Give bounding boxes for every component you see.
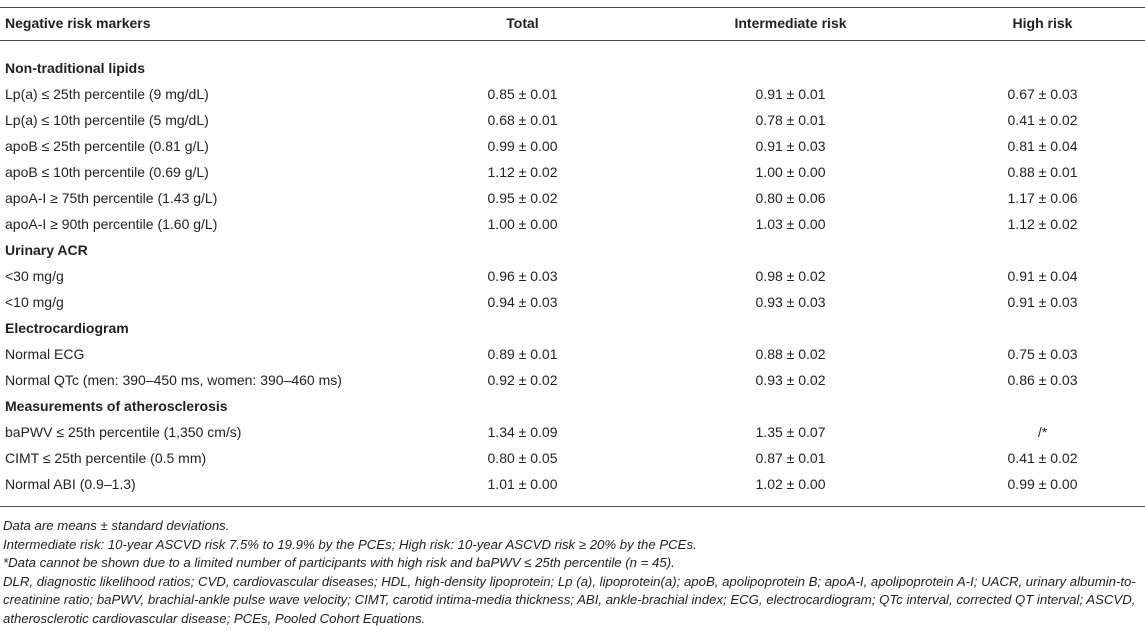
table-row [0, 471, 1145, 497]
table-cell: 0.93 ± 0.03 [755, 294, 826, 310]
table-row [0, 159, 1145, 185]
row-label: Lp(a) ≤ 25th percentile (9 mg/dL) [5, 86, 209, 102]
table-cell: 1.00 ± 0.00 [755, 164, 826, 180]
column-header: Total [506, 15, 539, 31]
table-cell: 0.91 ± 0.03 [755, 138, 826, 154]
table-cell: 0.98 ± 0.02 [755, 268, 826, 284]
table-cell: 0.87 ± 0.01 [755, 450, 826, 466]
table-cell: 0.95 ± 0.02 [487, 190, 558, 206]
table-row [0, 419, 1145, 445]
table-cell: 0.80 ± 0.06 [755, 190, 826, 206]
table-cell: 0.75 ± 0.03 [1007, 346, 1078, 362]
table-cell: 0.67 ± 0.03 [1007, 86, 1078, 102]
table-cell: 0.81 ± 0.04 [1007, 138, 1078, 154]
row-label: apoA-I ≥ 90th percentile (1.60 g/L) [5, 216, 218, 232]
table-row [0, 211, 1145, 237]
table-cell: 0.41 ± 0.02 [1007, 450, 1078, 466]
section-title: Urinary ACR [5, 242, 88, 258]
row-label: Normal QTc (men: 390–450 ms, women: 390–460 ms) [5, 372, 342, 388]
table-cell: 0.91 ± 0.04 [1007, 268, 1078, 284]
table-cell: 0.91 ± 0.01 [755, 86, 826, 102]
table-row [0, 107, 1145, 133]
table-cell: 0.85 ± 0.01 [487, 86, 558, 102]
column-header: Negative risk markers [5, 15, 151, 31]
table-cell: 0.96 ± 0.03 [487, 268, 558, 284]
table-cell: 1.03 ± 0.00 [755, 216, 826, 232]
row-label: <10 mg/g [5, 294, 64, 310]
table-row [0, 341, 1145, 367]
table-row [0, 133, 1145, 159]
row-label: baPWV ≤ 25th percentile (1,350 cm/s) [5, 424, 242, 440]
table-cell: 1.01 ± 0.00 [487, 476, 558, 492]
bottom-rule [0, 506, 1145, 507]
header-row [0, 10, 1145, 36]
table-cell: 1.02 ± 0.00 [755, 476, 826, 492]
footnote: DLR, diagnostic likelihood ratios; CVD, cardiovascular diseases; HDL, high-density lipoprotein; Lp (a), lipoprotein(a); apoB, apolipoprotein B; apoA-I, apolipoprotein A-I; UACR, urinary albumin-to-creatinine ratio; baPWV, brachial-ankle pulse wave velocity; CIMT, carotid intima-media thickness; ABI, ankle-brachial index; ECG, electrocardiogram; QTc interval, corrected QT interval; ASCVD, atherosclerotic cardiovascular disease; PCEs, Pooled Cohort Equations. [3, 573, 1136, 626]
table-cell: 1.12 ± 0.02 [1007, 216, 1078, 232]
table-row [0, 367, 1145, 393]
section-title: Electrocardiogram [5, 320, 129, 336]
table-cell: 0.86 ± 0.03 [1007, 372, 1078, 388]
table-cell: 1.35 ± 0.07 [755, 424, 826, 440]
table-cell: 0.91 ± 0.03 [1007, 294, 1078, 310]
row-label: CIMT ≤ 25th percentile (0.5 mm) [5, 450, 207, 466]
table-cell: 0.88 ± 0.02 [755, 346, 826, 362]
table-cell: 1.12 ± 0.02 [487, 164, 558, 180]
column-header: High risk [1012, 15, 1073, 31]
table-row [0, 289, 1145, 315]
table-cell: 0.99 ± 0.00 [487, 138, 558, 154]
table-cell: /* [1037, 424, 1048, 440]
table-cell: 0.88 ± 0.01 [1007, 164, 1078, 180]
row-label: Lp(a) ≤ 10th percentile (5 mg/dL) [5, 112, 209, 128]
row-label: apoA-I ≥ 75th percentile (1.43 g/L) [5, 190, 218, 206]
table-cell: 0.94 ± 0.03 [487, 294, 558, 310]
table-cell: 0.89 ± 0.01 [487, 346, 558, 362]
section-row [0, 55, 1145, 81]
table-cell: 1.17 ± 0.06 [1007, 190, 1078, 206]
table-cell: 0.68 ± 0.01 [487, 112, 558, 128]
top-rule [0, 7, 1145, 8]
table-cell: 0.99 ± 0.00 [1007, 476, 1078, 492]
row-label: Normal ECG [5, 346, 85, 362]
table-row [0, 185, 1145, 211]
footnote: *Data cannot be shown due to a limited number of participants with high risk and baPWV ≤ 25th percentile (n = 45). [3, 555, 675, 571]
row-label: apoB ≤ 25th percentile (0.81 g/L) [5, 138, 209, 154]
table-cell: 0.93 ± 0.02 [755, 372, 826, 388]
header-rule [0, 40, 1145, 41]
table-cell: 1.34 ± 0.09 [487, 424, 558, 440]
section-title: Non-traditional lipids [5, 60, 145, 76]
section-row [0, 393, 1145, 419]
section-row [0, 237, 1145, 263]
row-label: Normal ABI (0.9–1.3) [5, 476, 136, 492]
column-header: Intermediate risk [734, 15, 847, 31]
footnote: Intermediate risk: 10-year ASCVD risk 7.5% to 19.9% by the PCEs; High risk: 10-year ASCVD risk ≥ 20% by the PCEs. [3, 536, 697, 552]
table-cell: 1.00 ± 0.00 [487, 216, 558, 232]
row-label: apoB ≤ 10th percentile (0.69 g/L) [5, 164, 209, 180]
section-title: Measurements of atherosclerosis [5, 398, 228, 414]
table-footnotes [3, 517, 1143, 629]
section-row [0, 315, 1145, 341]
table-row [0, 263, 1145, 289]
table-row [0, 445, 1145, 471]
table-cell: 0.92 ± 0.02 [487, 372, 558, 388]
footnote: Data are means ± standard deviations. [3, 518, 230, 533]
row-label: <30 mg/g [5, 268, 64, 284]
table-cell: 0.78 ± 0.01 [755, 112, 826, 128]
table-cell: 0.80 ± 0.05 [487, 450, 558, 466]
table-cell: 0.41 ± 0.02 [1007, 112, 1078, 128]
table-row [0, 81, 1145, 107]
